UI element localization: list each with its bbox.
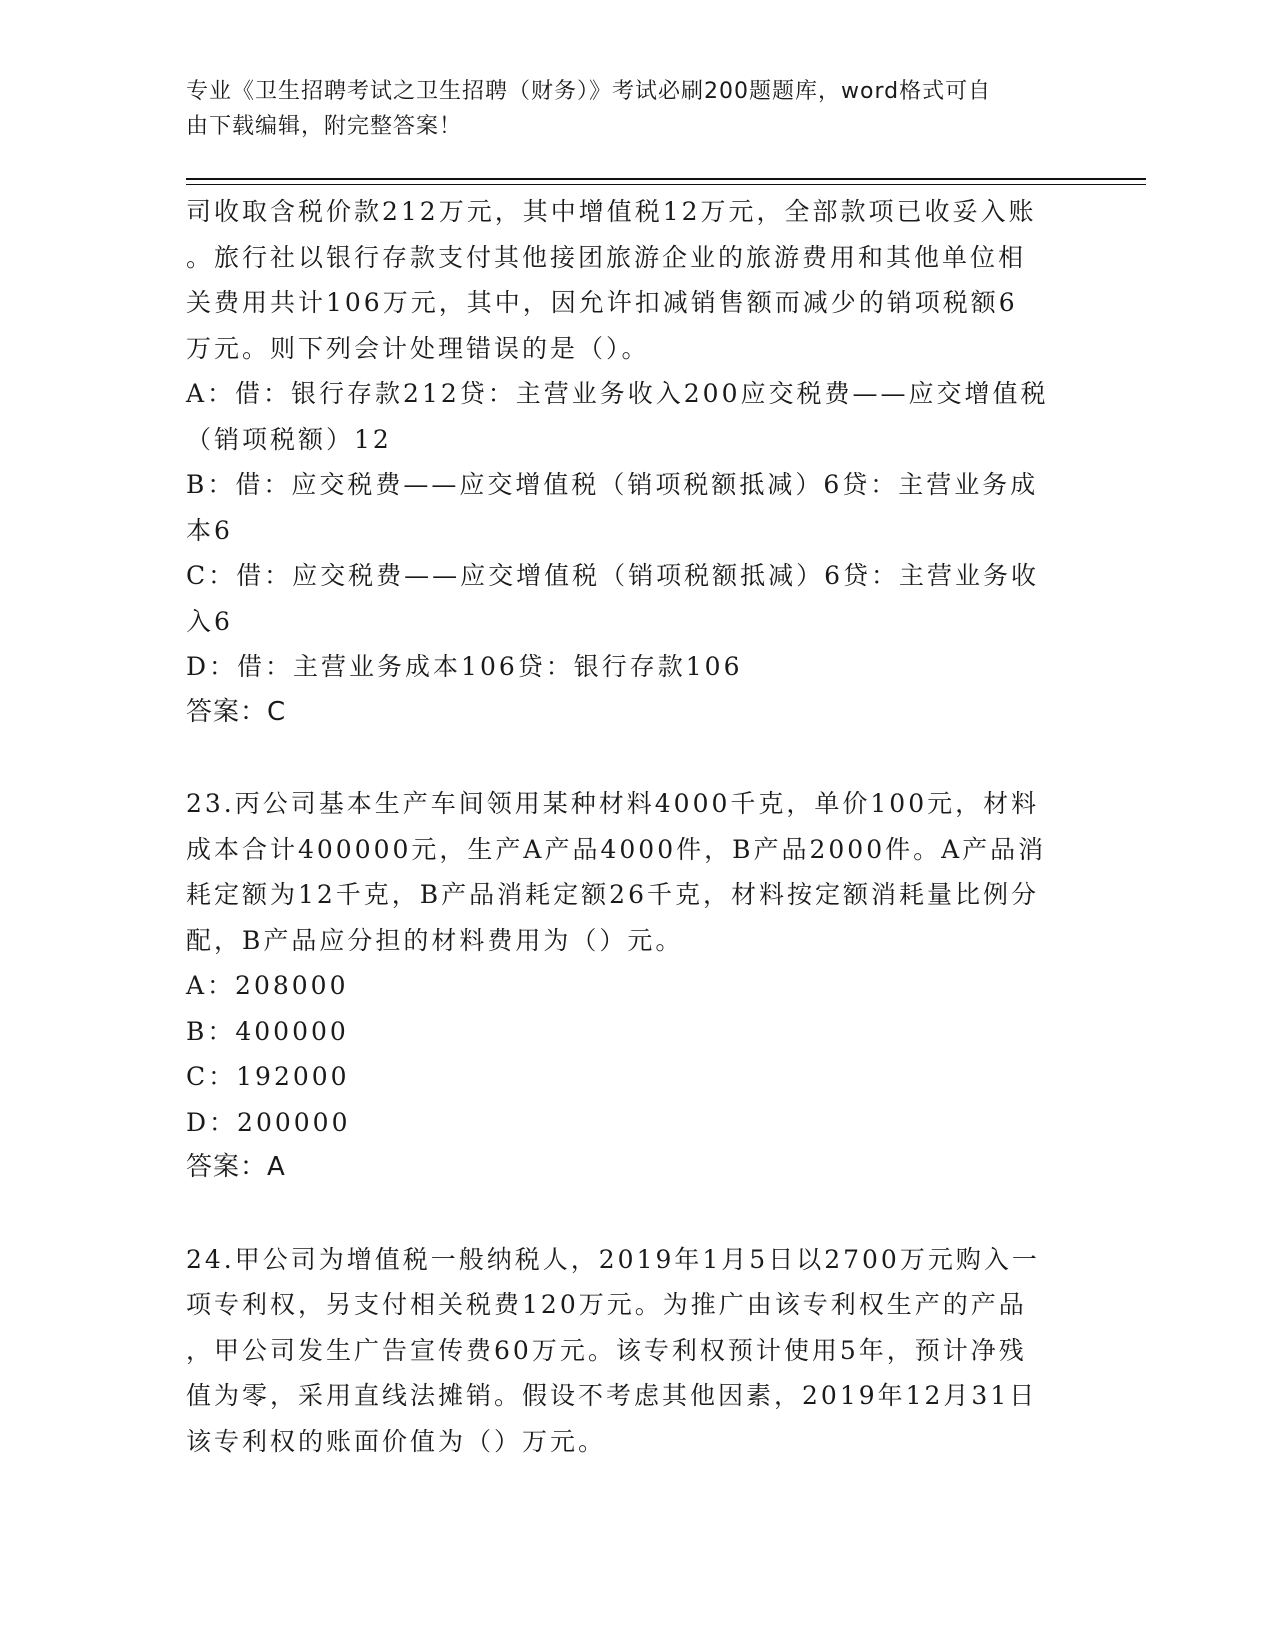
spacer <box>186 1191 1086 1237</box>
option-a: A：208000 <box>186 971 349 1000</box>
question-content <box>186 189 1086 1464</box>
question-stem-line: 23.丙公司基本生产车间领用某种材料4000千克，单价100元，材料 <box>186 789 1040 818</box>
header-line-2: 由下载编辑，附完整答案！ <box>186 114 463 139</box>
option-a: A：借：银行存款212贷：主营业务收入200应交税费——应交增值税 <box>186 379 1049 408</box>
spacer <box>186 735 1086 781</box>
question-stem-line: 项专利权，另支付相关税费120万元。为推广由该专利权生产的产品 <box>186 1290 1027 1319</box>
option-b: B：400000 <box>186 1016 349 1046</box>
option-c: C：192000 <box>186 1062 350 1091</box>
header-divider-thick <box>186 178 1146 180</box>
option-c-continued: 入6 <box>186 606 233 636</box>
question-stem-line: 成本合计400000元，生产A产品4000件，B产品2000件。A产品消 <box>186 834 1047 864</box>
option-b-continued: 本6 <box>186 515 233 545</box>
question-stem-line: 关费用共计106万元，其中，因允许扣减销售额而减少的销项税额6 <box>186 288 1018 317</box>
option-c: C：借：应交税费——应交增值税（销项税额抵减）6贷：主营业务收 <box>186 561 1040 590</box>
option-d: D：借：主营业务成本106贷：银行存款106 <box>186 652 743 681</box>
question-stem-line: 。旅行社以银行存款支付其他接团旅游企业的旅游费用和其他单位相 <box>186 242 1027 272</box>
document-header <box>186 74 1076 144</box>
question-stem-line: ，甲公司发生广告宣传费60万元。该专利权预计使用5年，预计净残 <box>186 1335 1027 1365</box>
question-stem-line: 值为零，采用直线法摊销。假设不考虑其他因素，2019年12月31日 <box>186 1381 1038 1410</box>
question-23 <box>186 781 1086 1191</box>
header-divider-thin <box>186 184 1146 185</box>
question-24 <box>186 1237 1086 1465</box>
question-stem-line: 该专利权的账面价值为（）万元。 <box>186 1426 607 1456</box>
answer-label: 答案：A <box>186 1152 286 1182</box>
header-line-1: 专业《卫生招聘考试之卫生招聘（财务）》考试必刷200题题库，word格式可自 <box>186 79 992 104</box>
option-a-continued: （销项税额）12 <box>186 424 392 454</box>
option-d: D：200000 <box>186 1107 351 1137</box>
question-stem-line: 耗定额为12千克，B产品消耗定额26千克，材料按定额消耗量比例分 <box>186 880 1039 909</box>
question-22 <box>186 189 1086 735</box>
question-stem-line: 司收取含税价款212万元，其中增值税12万元，全部款项已收妥入账 <box>186 197 1037 226</box>
question-stem-line: 配，B产品应分担的材料费用为（）元。 <box>186 925 684 955</box>
question-stem-line: 24.甲公司为增值税一般纳税人，2019年1月5日以2700万元购入一 <box>186 1244 1040 1274</box>
option-b: B：借：应交税费——应交增值税（销项税额抵减）6贷：主营业务成 <box>186 470 1039 499</box>
answer-label: 答案：C <box>186 696 287 727</box>
question-stem-line: 万元。则下列会计处理错误的是（）。 <box>186 333 650 363</box>
